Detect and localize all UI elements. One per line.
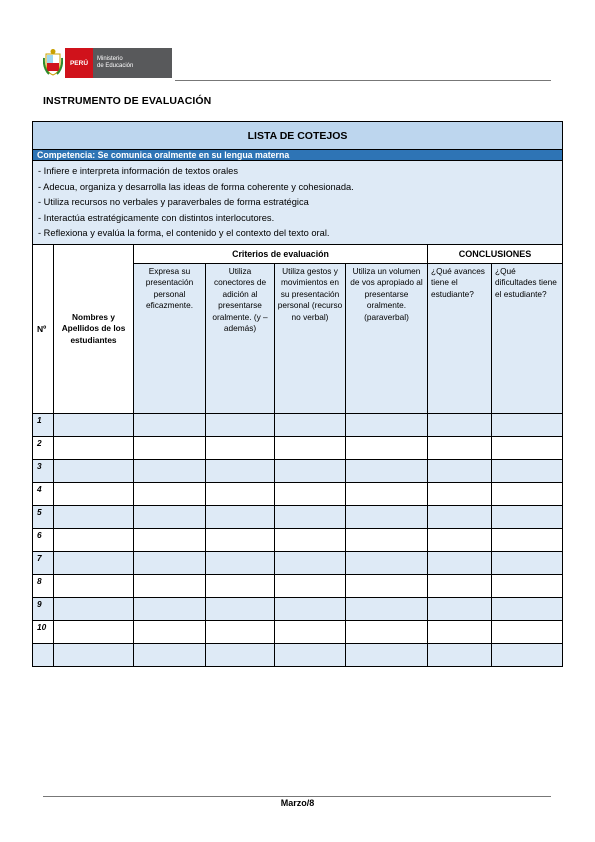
table-cell[interactable] xyxy=(54,597,134,620)
names-column-header: Nombres y Apellidos de los estudiantes xyxy=(54,244,134,413)
table-cell[interactable] xyxy=(275,597,346,620)
capacidad-item: - Utiliza recursos no verbales y paraverbales de forma estratégica xyxy=(38,197,309,208)
capacidad-item: - Interactúa estratégicamente con distintos interlocutores. xyxy=(38,212,275,223)
table-cell[interactable] xyxy=(346,597,428,620)
checklist-table xyxy=(32,121,563,667)
table-cell[interactable] xyxy=(275,574,346,597)
table-cell[interactable] xyxy=(275,528,346,551)
table-cell[interactable] xyxy=(134,436,206,459)
table-row xyxy=(33,413,563,436)
table-cell[interactable] xyxy=(428,505,492,528)
table-cell[interactable] xyxy=(275,505,346,528)
table-row xyxy=(33,459,563,482)
table-cell[interactable] xyxy=(54,436,134,459)
table-cell[interactable] xyxy=(275,482,346,505)
table-cell[interactable] xyxy=(206,459,275,482)
table-cell[interactable] xyxy=(134,505,206,528)
table-cell[interactable] xyxy=(428,528,492,551)
table-cell[interactable] xyxy=(54,574,134,597)
criterion-4: Utiliza un volumen de vos apropiado al presentarse oralmente. (paraverbal) xyxy=(346,263,428,413)
table-cell[interactable] xyxy=(428,643,492,666)
table-cell[interactable] xyxy=(206,413,275,436)
row-number: 9 xyxy=(33,597,54,620)
table-cell[interactable] xyxy=(428,574,492,597)
conclusion-advances: ¿Qué avances tiene el estudiante? xyxy=(428,263,492,413)
table-cell[interactable] xyxy=(275,643,346,666)
row-number: 3 xyxy=(33,459,54,482)
ministry-line-2: de Educación xyxy=(97,63,134,69)
table-cell[interactable] xyxy=(134,597,206,620)
table-cell[interactable] xyxy=(206,643,275,666)
coat-of-arms-icon xyxy=(43,48,63,78)
table-cell[interactable] xyxy=(428,551,492,574)
table-row xyxy=(33,528,563,551)
table-cell[interactable] xyxy=(54,505,134,528)
row-number xyxy=(33,643,54,666)
table-cell[interactable] xyxy=(134,459,206,482)
table-row xyxy=(33,505,563,528)
table-row xyxy=(33,436,563,459)
table-cell[interactable] xyxy=(206,551,275,574)
ministry-line-1: Ministerio xyxy=(97,56,123,62)
table-title: LISTA DE COTEJOS xyxy=(33,122,563,150)
table-cell[interactable] xyxy=(346,459,428,482)
table-row xyxy=(33,574,563,597)
table-cell[interactable] xyxy=(346,413,428,436)
row-number: 7 xyxy=(33,551,54,574)
table-cell[interactable] xyxy=(206,597,275,620)
table-cell[interactable] xyxy=(346,528,428,551)
competencia-label: Competencia: Se comunica oralmente en su lengua materna xyxy=(33,150,563,161)
peru-label: PERÚ xyxy=(65,48,93,78)
table-cell[interactable] xyxy=(134,482,206,505)
table-cell[interactable] xyxy=(134,574,206,597)
table-row xyxy=(33,620,563,643)
criterion-3: Utiliza gestos y movimientos en su presentación personal (recurso no verbal) xyxy=(275,263,346,413)
table-cell[interactable] xyxy=(346,620,428,643)
table-cell[interactable] xyxy=(428,413,492,436)
table-cell[interactable] xyxy=(492,551,563,574)
table-cell[interactable] xyxy=(54,413,134,436)
row-number: 4 xyxy=(33,482,54,505)
header-divider xyxy=(175,80,551,81)
minedu-logo xyxy=(43,48,172,78)
capacidades-list xyxy=(33,161,563,245)
table-cell[interactable] xyxy=(428,597,492,620)
table-cell[interactable] xyxy=(428,482,492,505)
row-number: 2 xyxy=(33,436,54,459)
capacidad-item: - Adecua, organiza y desarrolla las ideas de forma coherente y cohesionada. xyxy=(38,181,354,192)
table-cell[interactable] xyxy=(54,482,134,505)
table-cell[interactable] xyxy=(346,574,428,597)
footer-divider xyxy=(43,796,551,797)
table-cell[interactable] xyxy=(492,436,563,459)
table-cell[interactable] xyxy=(492,413,563,436)
table-cell[interactable] xyxy=(428,620,492,643)
table-cell[interactable] xyxy=(428,459,492,482)
table-cell[interactable] xyxy=(492,597,563,620)
table-row xyxy=(33,597,563,620)
row-number: 6 xyxy=(33,528,54,551)
table-cell[interactable] xyxy=(492,574,563,597)
conclusions-header: CONCLUSIONES xyxy=(428,244,563,263)
table-cell[interactable] xyxy=(492,459,563,482)
table-cell[interactable] xyxy=(206,574,275,597)
table-cell[interactable] xyxy=(275,436,346,459)
capacidad-item: - Infiere e interpreta información de textos orales xyxy=(38,166,238,176)
table-cell[interactable] xyxy=(346,643,428,666)
number-column-header: Nº xyxy=(33,244,54,413)
footer-date: Marzo/8 xyxy=(280,798,315,808)
table-cell[interactable] xyxy=(206,620,275,643)
table-cell[interactable] xyxy=(346,505,428,528)
row-number: 1 xyxy=(33,413,54,436)
table-cell[interactable] xyxy=(54,528,134,551)
table-cell[interactable] xyxy=(275,620,346,643)
table-cell[interactable] xyxy=(206,505,275,528)
row-number: 8 xyxy=(33,574,54,597)
table-cell[interactable] xyxy=(54,551,134,574)
table-cell[interactable] xyxy=(275,413,346,436)
row-number: 10 xyxy=(33,620,54,643)
table-cell[interactable] xyxy=(134,528,206,551)
table-cell[interactable] xyxy=(346,551,428,574)
criterion-1: Expresa su presentación personal eficazmente. xyxy=(134,263,206,413)
document-title: INSTRUMENTO DE EVALUACIÓN xyxy=(43,95,212,107)
table-cell[interactable] xyxy=(346,436,428,459)
table-cell[interactable] xyxy=(492,482,563,505)
table-cell[interactable] xyxy=(346,482,428,505)
conclusion-difficulties: ¿Qué dificultades tiene el estudiante? xyxy=(492,263,563,413)
capacidad-item: - Reflexiona y evalúa la forma, el contenido y el contexto del texto oral. xyxy=(38,228,330,239)
table-cell[interactable] xyxy=(54,620,134,643)
ministry-label xyxy=(93,48,172,78)
table-cell[interactable] xyxy=(492,643,563,666)
table-cell[interactable] xyxy=(206,528,275,551)
table-cell[interactable] xyxy=(206,436,275,459)
table-cell[interactable] xyxy=(134,413,206,436)
table-cell[interactable] xyxy=(275,551,346,574)
criterion-2: Utiliza conectores de adición al presentarse oralmente. (y –además) xyxy=(206,263,275,413)
table-cell[interactable] xyxy=(492,505,563,528)
table-cell[interactable] xyxy=(492,620,563,643)
table-cell[interactable] xyxy=(134,551,206,574)
criteria-header: Criterios de evaluación xyxy=(134,244,428,263)
table-cell[interactable] xyxy=(54,459,134,482)
table-cell[interactable] xyxy=(134,620,206,643)
table-row xyxy=(33,551,563,574)
table-cell[interactable] xyxy=(134,643,206,666)
row-number: 5 xyxy=(33,505,54,528)
table-cell[interactable] xyxy=(492,528,563,551)
table-cell[interactable] xyxy=(428,436,492,459)
table-cell[interactable] xyxy=(54,643,134,666)
table-cell[interactable] xyxy=(275,459,346,482)
table-row xyxy=(33,643,563,666)
table-cell[interactable] xyxy=(206,482,275,505)
table-row xyxy=(33,482,563,505)
